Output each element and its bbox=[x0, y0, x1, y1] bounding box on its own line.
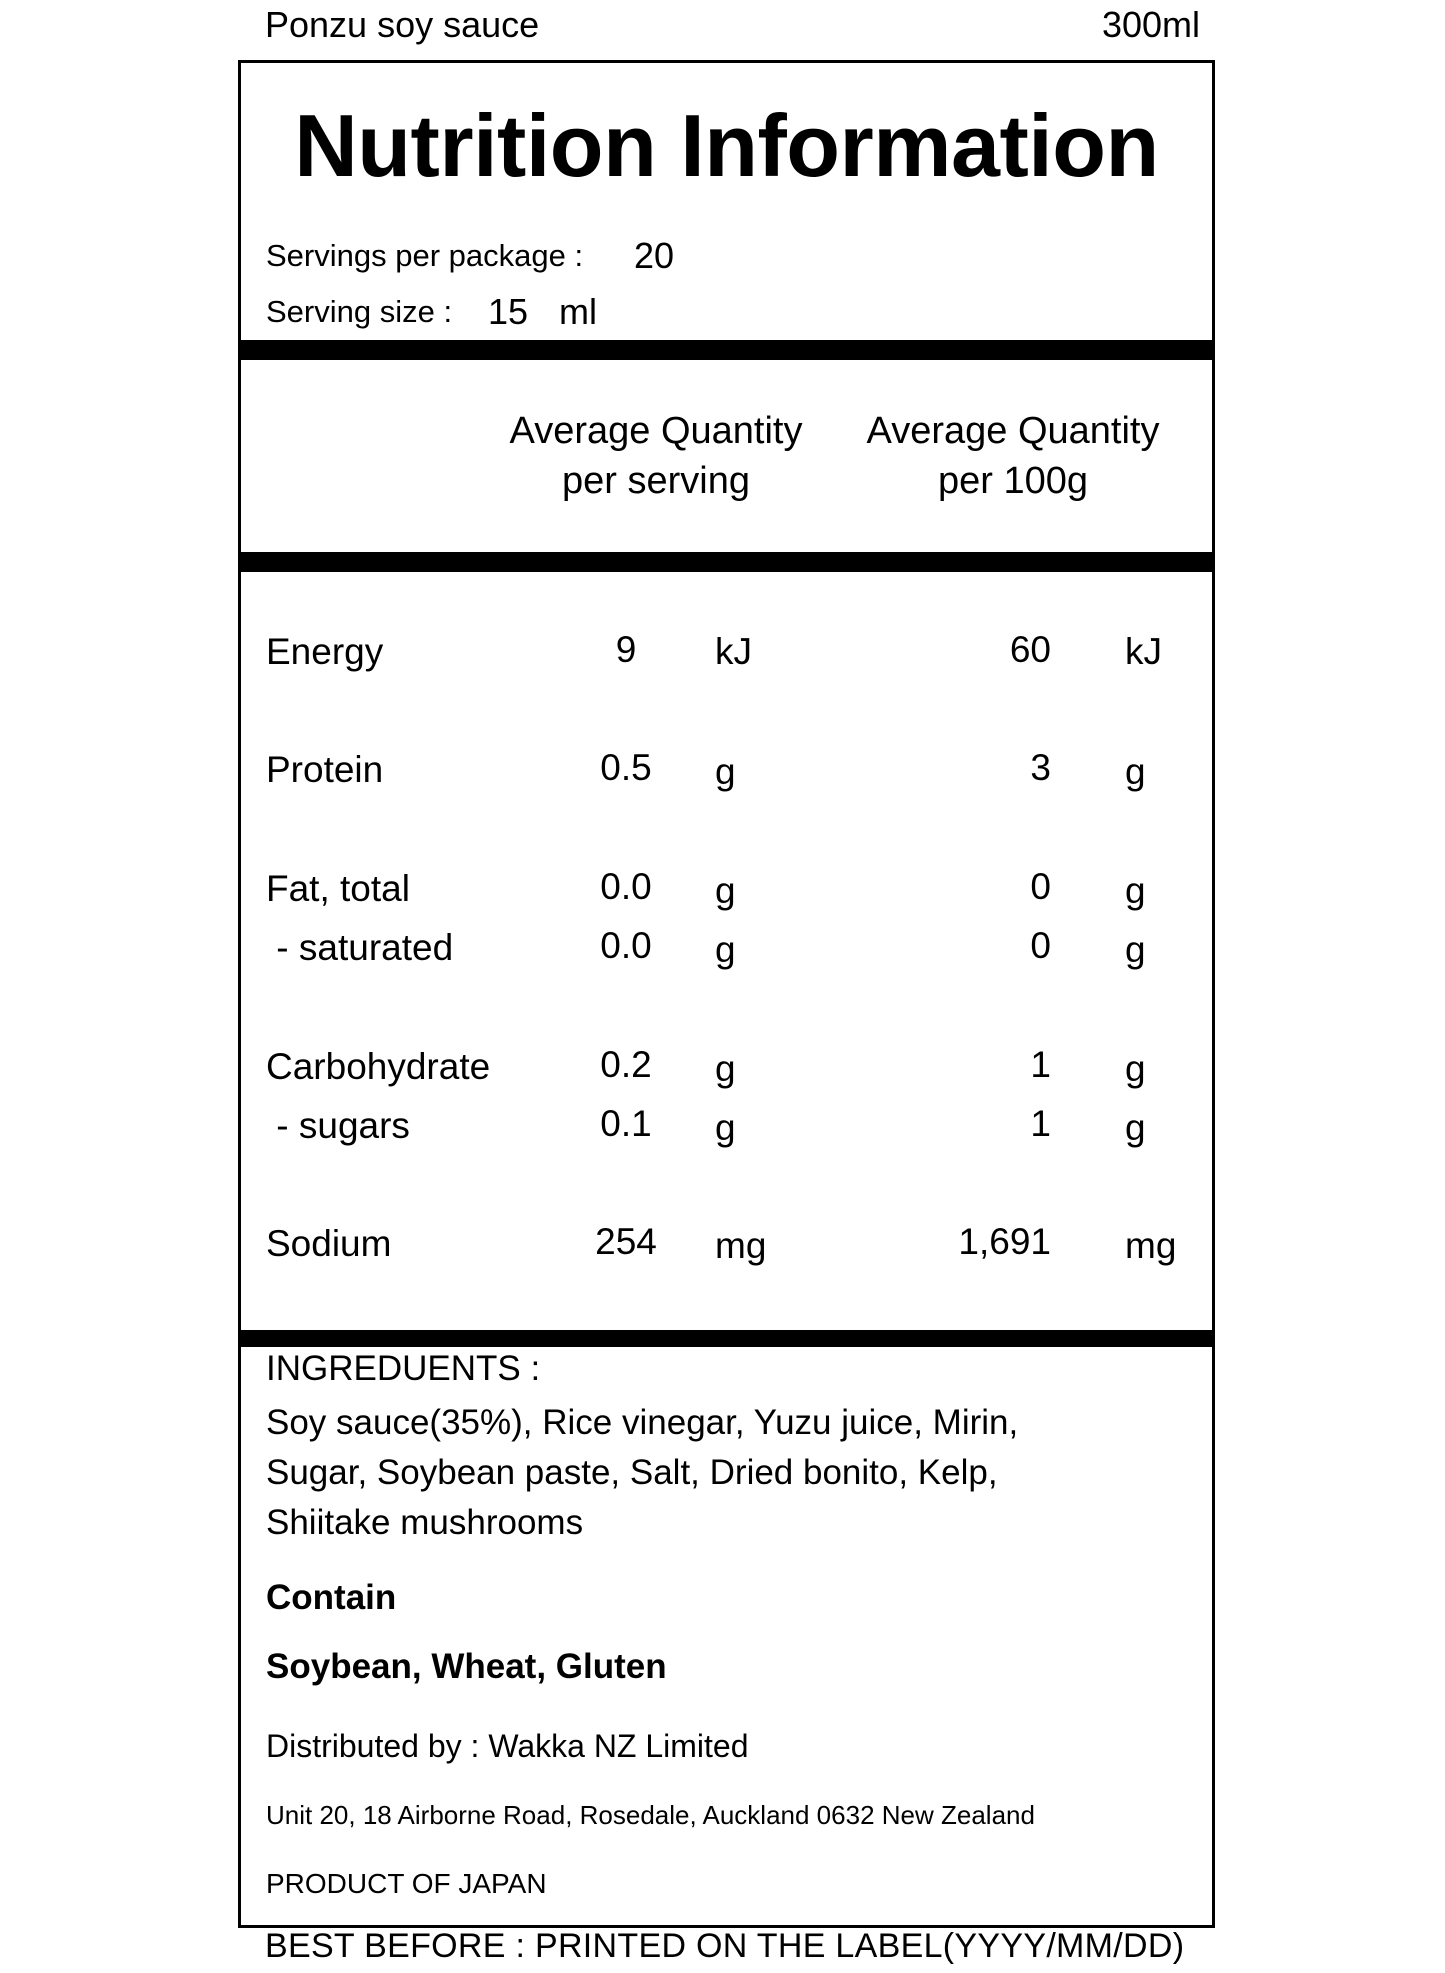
carbohydrate-per-100g-unit: g bbox=[1125, 1048, 1146, 1089]
fat-total-per-serving: 0.0 bbox=[600, 866, 652, 907]
best-before: BEST BEFORE : PRINTED ON THE LABEL(YYYY/MM/DD) bbox=[265, 1927, 1185, 1965]
sodium-per-serving-unit: mg bbox=[715, 1225, 767, 1266]
sodium-per-100g-unit: mg bbox=[1125, 1225, 1177, 1266]
ingredients-list bbox=[266, 1398, 1186, 1548]
column-header-per-serving bbox=[496, 406, 816, 506]
nutrient-label-carbohydrate: Carbohydrate bbox=[266, 1046, 491, 1087]
distributor-address: Unit 20, 18 Airborne Road, Rosedale, Auckland 0632 New Zealand bbox=[266, 1800, 1035, 1830]
ingredients-line: Sugar, Soybean paste, Salt, Dried bonito, Kelp, bbox=[266, 1453, 998, 1492]
sugars-per-100g: 1 bbox=[1030, 1103, 1051, 1144]
nutrition-panel bbox=[238, 60, 1215, 1928]
product-header bbox=[265, 4, 1200, 52]
energy-per-100g: 60 bbox=[1009, 629, 1051, 670]
fat-total-per-100g: 0 bbox=[1030, 866, 1051, 907]
protein-per-100g-unit: g bbox=[1125, 751, 1146, 792]
serving-size-value: 15 bbox=[488, 291, 529, 332]
carbohydrate-per-serving-unit: g bbox=[715, 1048, 736, 1089]
divider-bar bbox=[241, 340, 1212, 360]
saturated-per-100g: 0 bbox=[1030, 925, 1051, 966]
saturated-per-serving: 0.0 bbox=[600, 925, 652, 966]
servings-per-package-label: Servings per package : bbox=[266, 238, 584, 273]
panel-title: Nutrition Information bbox=[294, 96, 1159, 195]
ingredients-label: INGREDUENTS : bbox=[266, 1349, 541, 1388]
servings-per-package-value: 20 bbox=[634, 235, 675, 276]
serving-size-label: Serving size : bbox=[266, 294, 453, 329]
ingredients-line: Shiitake mushrooms bbox=[266, 1503, 584, 1542]
divider-bar bbox=[241, 1330, 1212, 1347]
energy-per-100g-unit: kJ bbox=[1125, 631, 1162, 672]
energy-per-serving-unit: kJ bbox=[715, 631, 752, 672]
sugars-per-100g-unit: g bbox=[1125, 1107, 1146, 1148]
distributor: Distributed by : Wakka NZ Limited bbox=[266, 1728, 749, 1764]
nutrient-label-sodium: Sodium bbox=[266, 1223, 392, 1264]
product-name: Ponzu soy sauce bbox=[265, 4, 540, 45]
nutrient-label-saturated: - saturated bbox=[266, 927, 454, 968]
carbohydrate-per-100g: 1 bbox=[1030, 1044, 1051, 1085]
nutrient-label-sugars: - sugars bbox=[266, 1105, 410, 1146]
saturated-per-100g-unit: g bbox=[1125, 929, 1146, 970]
sugars-per-serving-unit: g bbox=[715, 1107, 736, 1148]
sugars-per-serving: 0.1 bbox=[600, 1103, 652, 1144]
column-header-per-serving-line1: Average Quantity bbox=[509, 410, 803, 452]
protein-per-serving-unit: g bbox=[715, 751, 736, 792]
sodium-per-serving: 254 bbox=[595, 1221, 657, 1262]
ingredients-line: Soy sauce(35%), Rice vinegar, Yuzu juice, Mirin, bbox=[266, 1403, 1019, 1442]
protein-per-100g: 3 bbox=[1030, 747, 1051, 788]
carbohydrate-per-serving: 0.2 bbox=[600, 1044, 652, 1085]
sodium-per-100g: 1,691 bbox=[958, 1221, 1051, 1262]
fat-total-per-100g-unit: g bbox=[1125, 870, 1146, 911]
column-header-per-100g-line2: per 100g bbox=[937, 460, 1088, 502]
column-header-per-100g-line1: Average Quantity bbox=[866, 410, 1160, 452]
nutrient-label-fat-total: Fat, total bbox=[266, 868, 410, 909]
saturated-per-serving-unit: g bbox=[715, 929, 736, 970]
allergen-list: Soybean, Wheat, Gluten bbox=[266, 1647, 667, 1686]
product-origin: PRODUCT OF JAPAN bbox=[266, 1868, 547, 1899]
column-header-per-100g bbox=[853, 406, 1173, 506]
column-header-per-serving-line2: per serving bbox=[562, 460, 750, 502]
allergen-label: Contain bbox=[266, 1578, 397, 1617]
energy-per-serving: 9 bbox=[615, 629, 637, 670]
fat-total-per-serving-unit: g bbox=[715, 870, 736, 911]
serving-size-unit: ml bbox=[559, 291, 597, 332]
nutrient-label-protein: Protein bbox=[266, 749, 384, 790]
protein-per-serving: 0.5 bbox=[600, 747, 652, 788]
product-volume: 300ml bbox=[1101, 4, 1200, 45]
divider-bar bbox=[241, 552, 1212, 572]
nutrient-label-energy: Energy bbox=[266, 631, 384, 672]
